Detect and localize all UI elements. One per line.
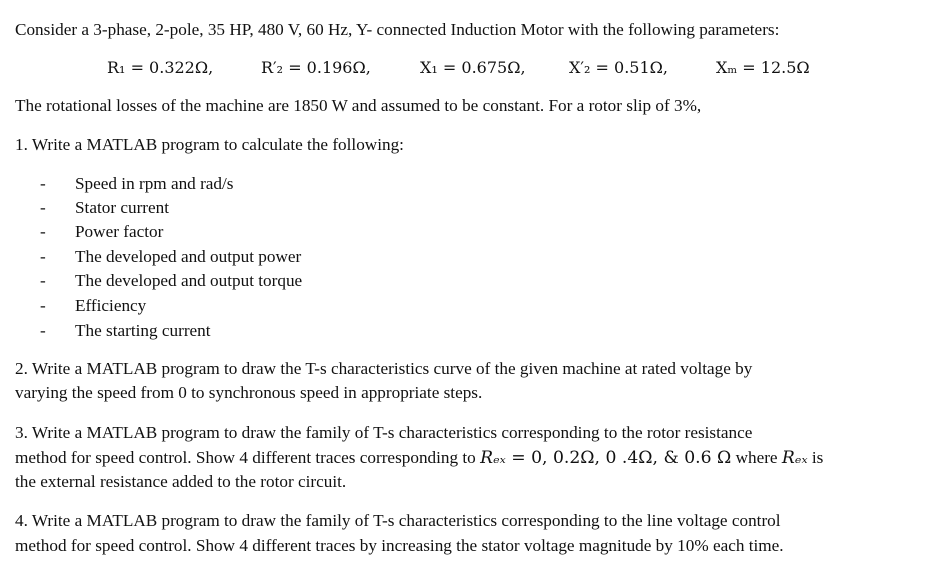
question-3-line-3: the external resistance added to the rotor circuit. xyxy=(15,472,347,491)
question-4-line-1: 4. Write a MATLAB program to draw the family of T-s characteristics corresponding to the line voltage control xyxy=(15,511,781,530)
question-3-line-2: method for speed control. Show 4 different traces corresponding to Rₑₓ = 0, 0.2Ω, 0 .4Ω, & 0.6 Ω where Rₑₓ is xyxy=(15,448,824,468)
question-4-line-2: method for speed control. Show 4 different traces by increasing the stator voltage magnitude by 10% each time. xyxy=(15,536,784,555)
question-2-line-2: varying the speed from 0 to synchronous speed in appropriate steps. xyxy=(15,383,483,402)
question-3-line-1: 3. Write a MATLAB program to draw the family of T-s characteristics corresponding to the rotor resistance xyxy=(15,423,753,442)
param-xm: Xₘ = 12.5Ω xyxy=(716,58,810,77)
question-1: 1. Write a MATLAB program to calculate the following: xyxy=(15,135,404,154)
intro-text: Consider a 3-phase, 2-pole, 35 HP, 480 V, 60 Hz, Y- connected Induction Motor with the following parameters: xyxy=(15,20,780,39)
rex-symbol-2: Rₑₓ xyxy=(781,448,808,468)
rex-symbol: Rₑₓ xyxy=(480,448,506,468)
question-2-line-1: 2. Write a MATLAB program to draw the T-s characteristics curve of the given machine at rated voltage by xyxy=(15,359,753,378)
param-x2: X′₂ = 0.51Ω, xyxy=(569,58,668,77)
losses-text: The rotational losses of the machine are 1850 W and assumed to be constant. For a rotor slip of 3%, xyxy=(15,96,702,115)
param-r2: R′₂ = 0.196Ω, xyxy=(261,58,371,77)
param-r1: R₁ = 0.322Ω, xyxy=(107,58,214,77)
param-x1: X₁ = 0.675Ω, xyxy=(420,58,526,77)
parameter-row xyxy=(0,58,931,84)
